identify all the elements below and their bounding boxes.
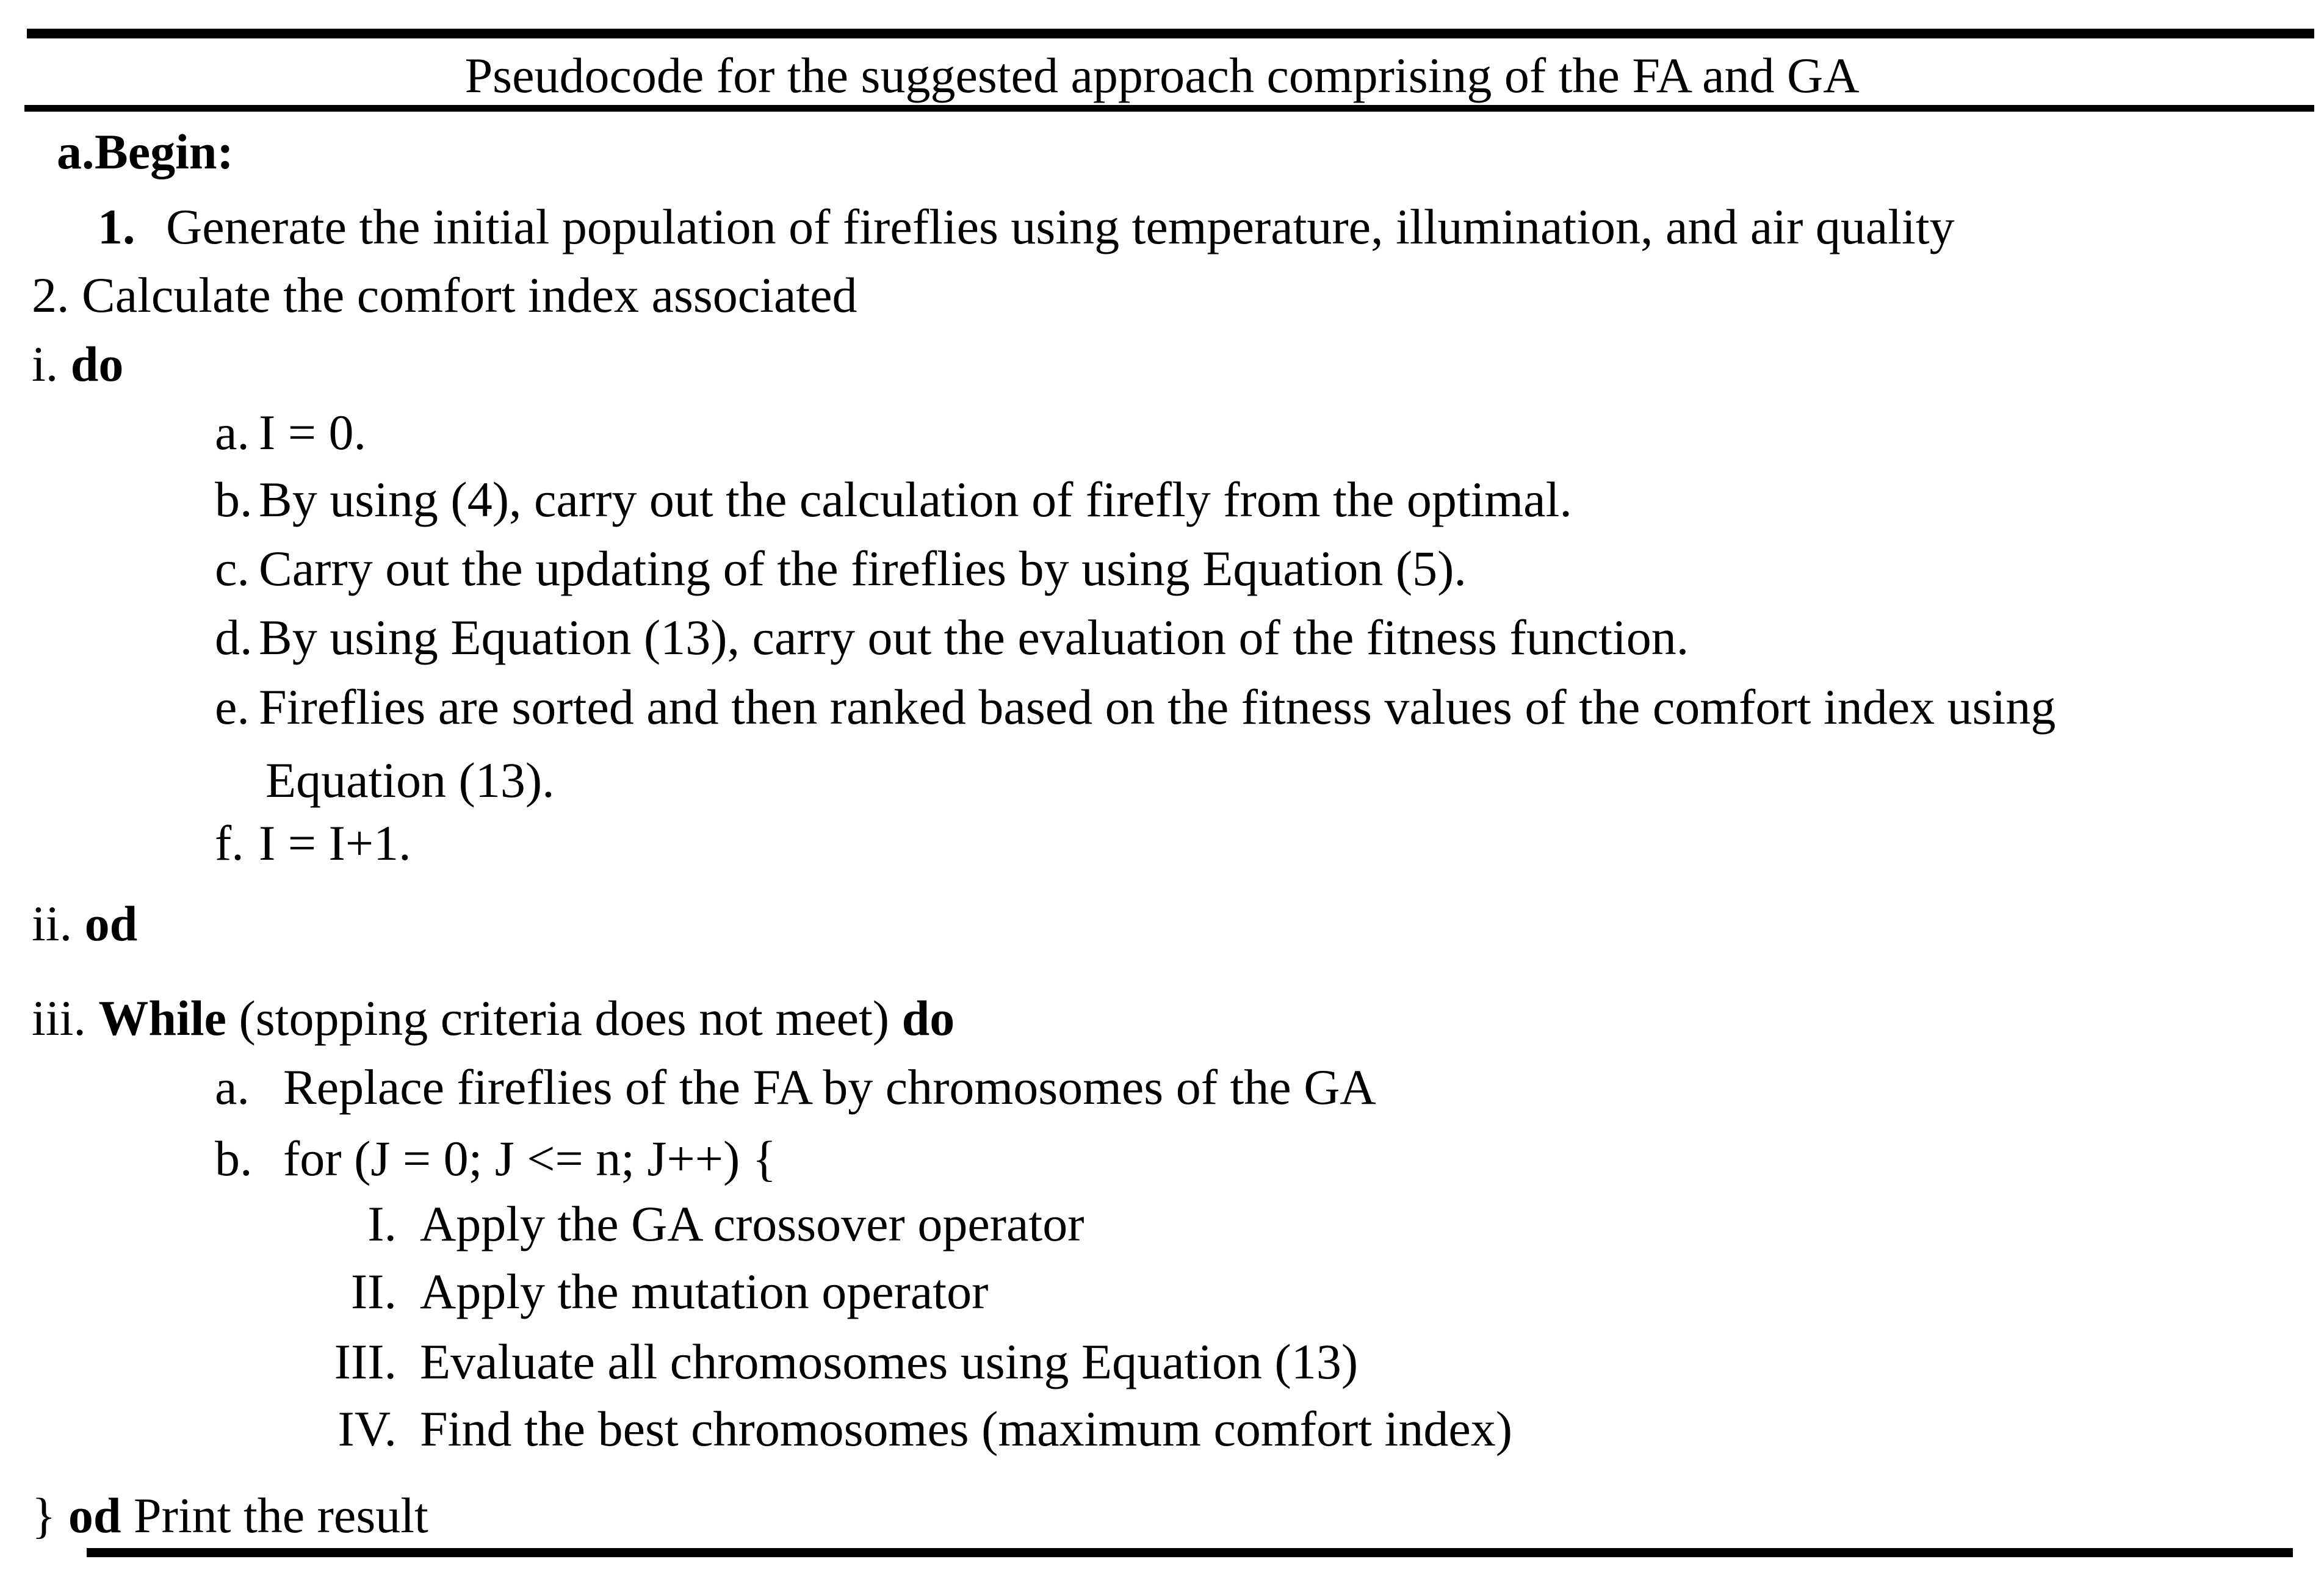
line-text: By using (4), carry out the calculation of firefly from the optimal. [259, 472, 1572, 527]
keyword-while: While [98, 990, 226, 1046]
pseudocode-line-roman-2 [299, 1263, 988, 1320]
line-text: Replace fireflies of the FA by chromosomes of the GA [283, 1059, 1376, 1115]
keyword-begin: Begin: [95, 124, 234, 179]
line-text: Evaluate all chromosomes using Equation (13) [420, 1334, 1359, 1389]
title-separator-rule [24, 105, 2314, 112]
pseudocode-line-fa-e-wrap: Equation (13). [265, 752, 555, 808]
list-marker: ii. [32, 896, 85, 951]
list-marker: III. [334, 1334, 397, 1389]
list-marker: e. [215, 679, 250, 735]
list-marker: iii. [32, 990, 99, 1046]
list-marker: IV. [337, 1401, 397, 1457]
pseudocode-line-fa-e [215, 679, 2055, 736]
pseudocode-line-fa-b [215, 471, 1572, 528]
pseudocode-line-begin [57, 123, 234, 181]
pseudocode-line-fa-c [215, 540, 1467, 597]
pseudocode-line-fa-d [215, 609, 1689, 666]
line-text: I = I+1. [259, 815, 411, 871]
line-text: Carry out the updating of the fireflies by using Equation (5). [259, 541, 1467, 596]
pseudocode-line-roman-3 [299, 1333, 1358, 1391]
keyword-do: do [70, 336, 124, 392]
line-text: Apply the GA crossover operator [420, 1196, 1084, 1251]
list-marker: b. [215, 1131, 253, 1186]
pseudocode-line-generate [98, 198, 1955, 256]
list-marker: a. [215, 1059, 250, 1115]
line-text: Print the result [121, 1488, 428, 1543]
bottom-rule [87, 1548, 2293, 1557]
pseudocode-line-do [32, 336, 123, 393]
list-marker: b. [215, 472, 253, 527]
list-marker: c. [215, 541, 250, 596]
line-text: Generate the initial population of fireflies using temperature, illumination, and air quality [166, 199, 1955, 254]
list-marker: 1. [98, 199, 135, 254]
pseudocode-line-calculate: 2. Calculate the comfort index associated [32, 267, 857, 323]
line-text: By using Equation (13), carry out the evaluation of the fitness function. [259, 610, 1689, 665]
pseudocode-line-od [32, 895, 137, 953]
line-text: Apply the mutation operator [420, 1264, 989, 1319]
pseudocode-line-roman-1 [299, 1195, 1084, 1253]
table-title: Pseudocode for the suggested approach comprising of the FA and GA [464, 48, 1860, 103]
list-marker: a. [215, 405, 250, 460]
list-marker: d. [215, 610, 253, 665]
pseudocode-line-roman-4 [299, 1400, 1512, 1458]
while-condition: (stopping criteria does not meet) [226, 990, 902, 1046]
pseudocode-line-ga-a [215, 1059, 1376, 1116]
top-rule [27, 29, 2314, 38]
list-marker: f. [215, 815, 244, 871]
closing-brace: } [32, 1488, 68, 1543]
pseudocode-line-ga-b [215, 1130, 776, 1187]
pseudocode-line-end [32, 1487, 428, 1544]
pseudocode-line-fa-f [215, 815, 411, 872]
line-text: Find the best chromosomes (maximum comfort index) [420, 1401, 1513, 1457]
line-text: for (J = 0; J <= n; J++) { [283, 1131, 777, 1186]
list-marker: i. [32, 336, 71, 392]
keyword-od: od [68, 1488, 121, 1543]
pseudocode-line-fa-a [215, 404, 366, 461]
list-marker: a. [57, 124, 95, 179]
list-marker: II. [350, 1264, 397, 1319]
pseudocode-line-while [32, 990, 955, 1047]
keyword-do: do [901, 990, 955, 1046]
line-text: Fireflies are sorted and then ranked based on the fitness values of the comfort index using [259, 679, 2056, 735]
list-marker: I. [367, 1196, 397, 1251]
keyword-od: od [84, 896, 138, 951]
line-text: I = 0. [259, 405, 367, 460]
